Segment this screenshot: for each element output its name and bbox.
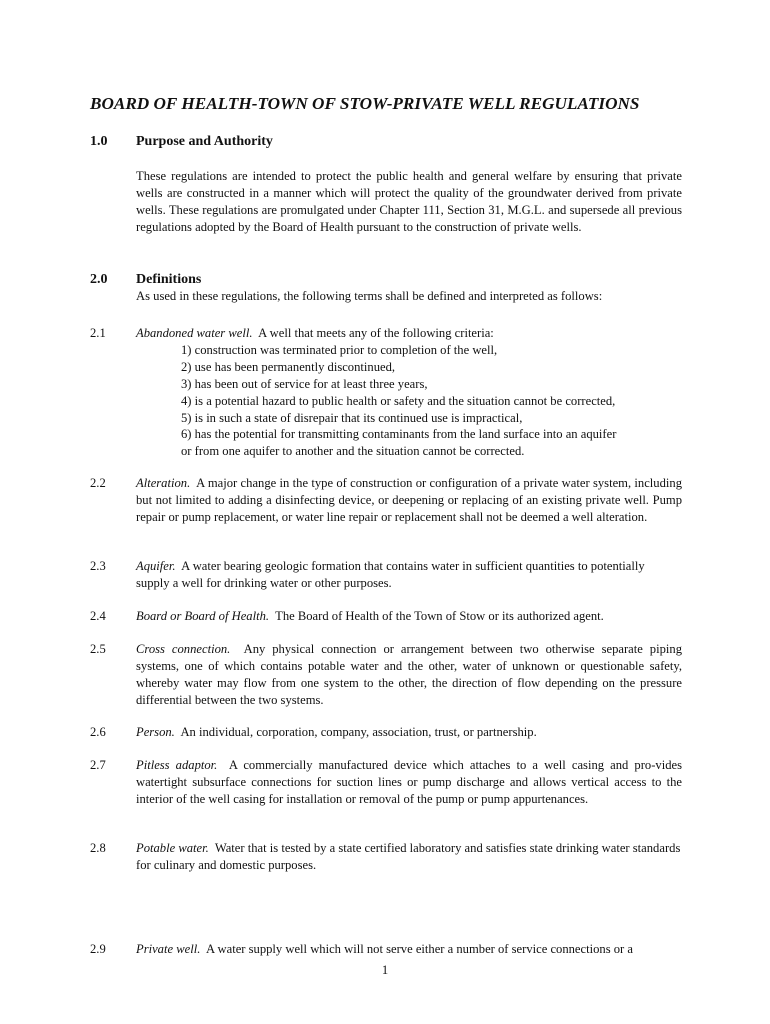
definition-number: 2.8: [90, 841, 106, 855]
definition-text: [136, 475, 682, 526]
section-text: These regulations are intended to protect the public health and general welfare by ensuring that private wells are constructed in a manner which will protect the quality of the groundwater derived from private wells. These regulations are promulgated under Chapter 111, Section 31, M.G.L. and supersede all previous regulations adopted by the Board of Health pursuant to the construction of private wells.: [136, 169, 682, 234]
definition-term: Potable water.: [136, 841, 209, 855]
definition-body: A major change in the type of construction or configuration of a private water system, including but not limited to adding a disinfecting device, or deepening or replacing of an existing private well. Pump repair or pump replacement, or water line repair or replacement shall not be deemed a well alteration.: [136, 476, 682, 524]
definition-body: A well that meets any of the following criteria:: [258, 326, 494, 340]
definition-term: Person.: [136, 725, 175, 739]
definition-number: 2.4: [90, 609, 106, 623]
definition-number: 2.2: [90, 476, 106, 490]
definition-term: Aquifer.: [136, 559, 176, 573]
definition-text: [136, 325, 682, 342]
definition-text: [136, 608, 682, 625]
section-heading: Purpose and Authority: [136, 134, 273, 149]
definition-number: 2.5: [90, 642, 106, 656]
definition-number: 2.9: [90, 942, 106, 956]
definition-text: [136, 558, 646, 592]
page-title: BOARD OF HEALTH-TOWN OF STOW-PRIVATE WELL REGULATIONS: [90, 94, 640, 113]
definition-body: Any physical connection or arrangement between two otherwise separate piping systems, one of which contains potable water and the other, water of unknown or questionable safety, whereby water may flow from one system to the other, the direction of flow depending on the pressure differential between the two systems.: [136, 642, 682, 707]
definition-text: [136, 641, 682, 709]
section-text: As used in these regulations, the following terms shall be defined and interpreted as follows:: [136, 289, 603, 303]
section-number: 2.0: [90, 272, 108, 287]
definition-body: A water supply well which will not serve either a number of service connections or a: [205, 942, 633, 956]
definition-body: A water bearing geologic formation that contains water in sufficient quantities to potentially supply a well for drinking water or other purposes.: [136, 559, 645, 590]
definition-number: 2.6: [90, 725, 106, 739]
criteria-list: [136, 342, 682, 443]
definition-term: Alteration.: [136, 476, 191, 490]
list-item: 4) is a potential hazard to public health or safety and the situation cannot be corrected,: [181, 393, 616, 408]
section-heading: Definitions: [136, 272, 202, 287]
definition-number: 2.3: [90, 559, 106, 573]
definition-term: Cross connection.: [136, 642, 231, 656]
definition-body: A commercially manufactured device which attaches to a well casing and pro-vides watertight subsurface connections for suction lines or pump discharge and allows vertical access to the interior of the well casing for installation or removal of the pump or pump appurtenances.: [136, 758, 682, 806]
section-number: 1.0: [90, 134, 108, 149]
definition-text: [136, 840, 682, 874]
page-number: 1: [381, 963, 389, 977]
definition-term: Pitless adaptor.: [136, 758, 218, 772]
list-item: 2) use has been permanently discontinued,: [181, 359, 396, 374]
definition-text: [136, 757, 682, 808]
definition-text: [136, 724, 682, 741]
list-item: 3) has been out of service for at least three years,: [181, 376, 428, 391]
list-item: 1) construction was terminated prior to completion of the well,: [181, 342, 498, 357]
criteria-continuation: or from one aquifer to another and the situation cannot be corrected.: [181, 444, 525, 459]
definition-term: Private well.: [136, 942, 201, 956]
list-item: 6) has the potential for transmitting contaminants from the land surface into an aquifer: [181, 427, 617, 442]
definition-body: Water that is tested by a state certified laboratory and satisfies state drinking water standards for culinary and domestic purposes.: [136, 841, 681, 872]
definition-number: 2.1: [90, 326, 106, 340]
definition-term: Abandoned water well.: [136, 326, 253, 340]
list-item: 5) is in such a state of disrepair that its continued use is impractical,: [181, 410, 523, 425]
definition-body: The Board of Health of the Town of Stow or its authorized agent.: [275, 609, 604, 623]
definition-term: Board or Board of Health.: [136, 609, 270, 623]
definition-text: [136, 941, 701, 958]
definition-number: 2.7: [90, 758, 106, 772]
definition-body: An individual, corporation, company, association, trust, or partnership.: [180, 725, 537, 739]
